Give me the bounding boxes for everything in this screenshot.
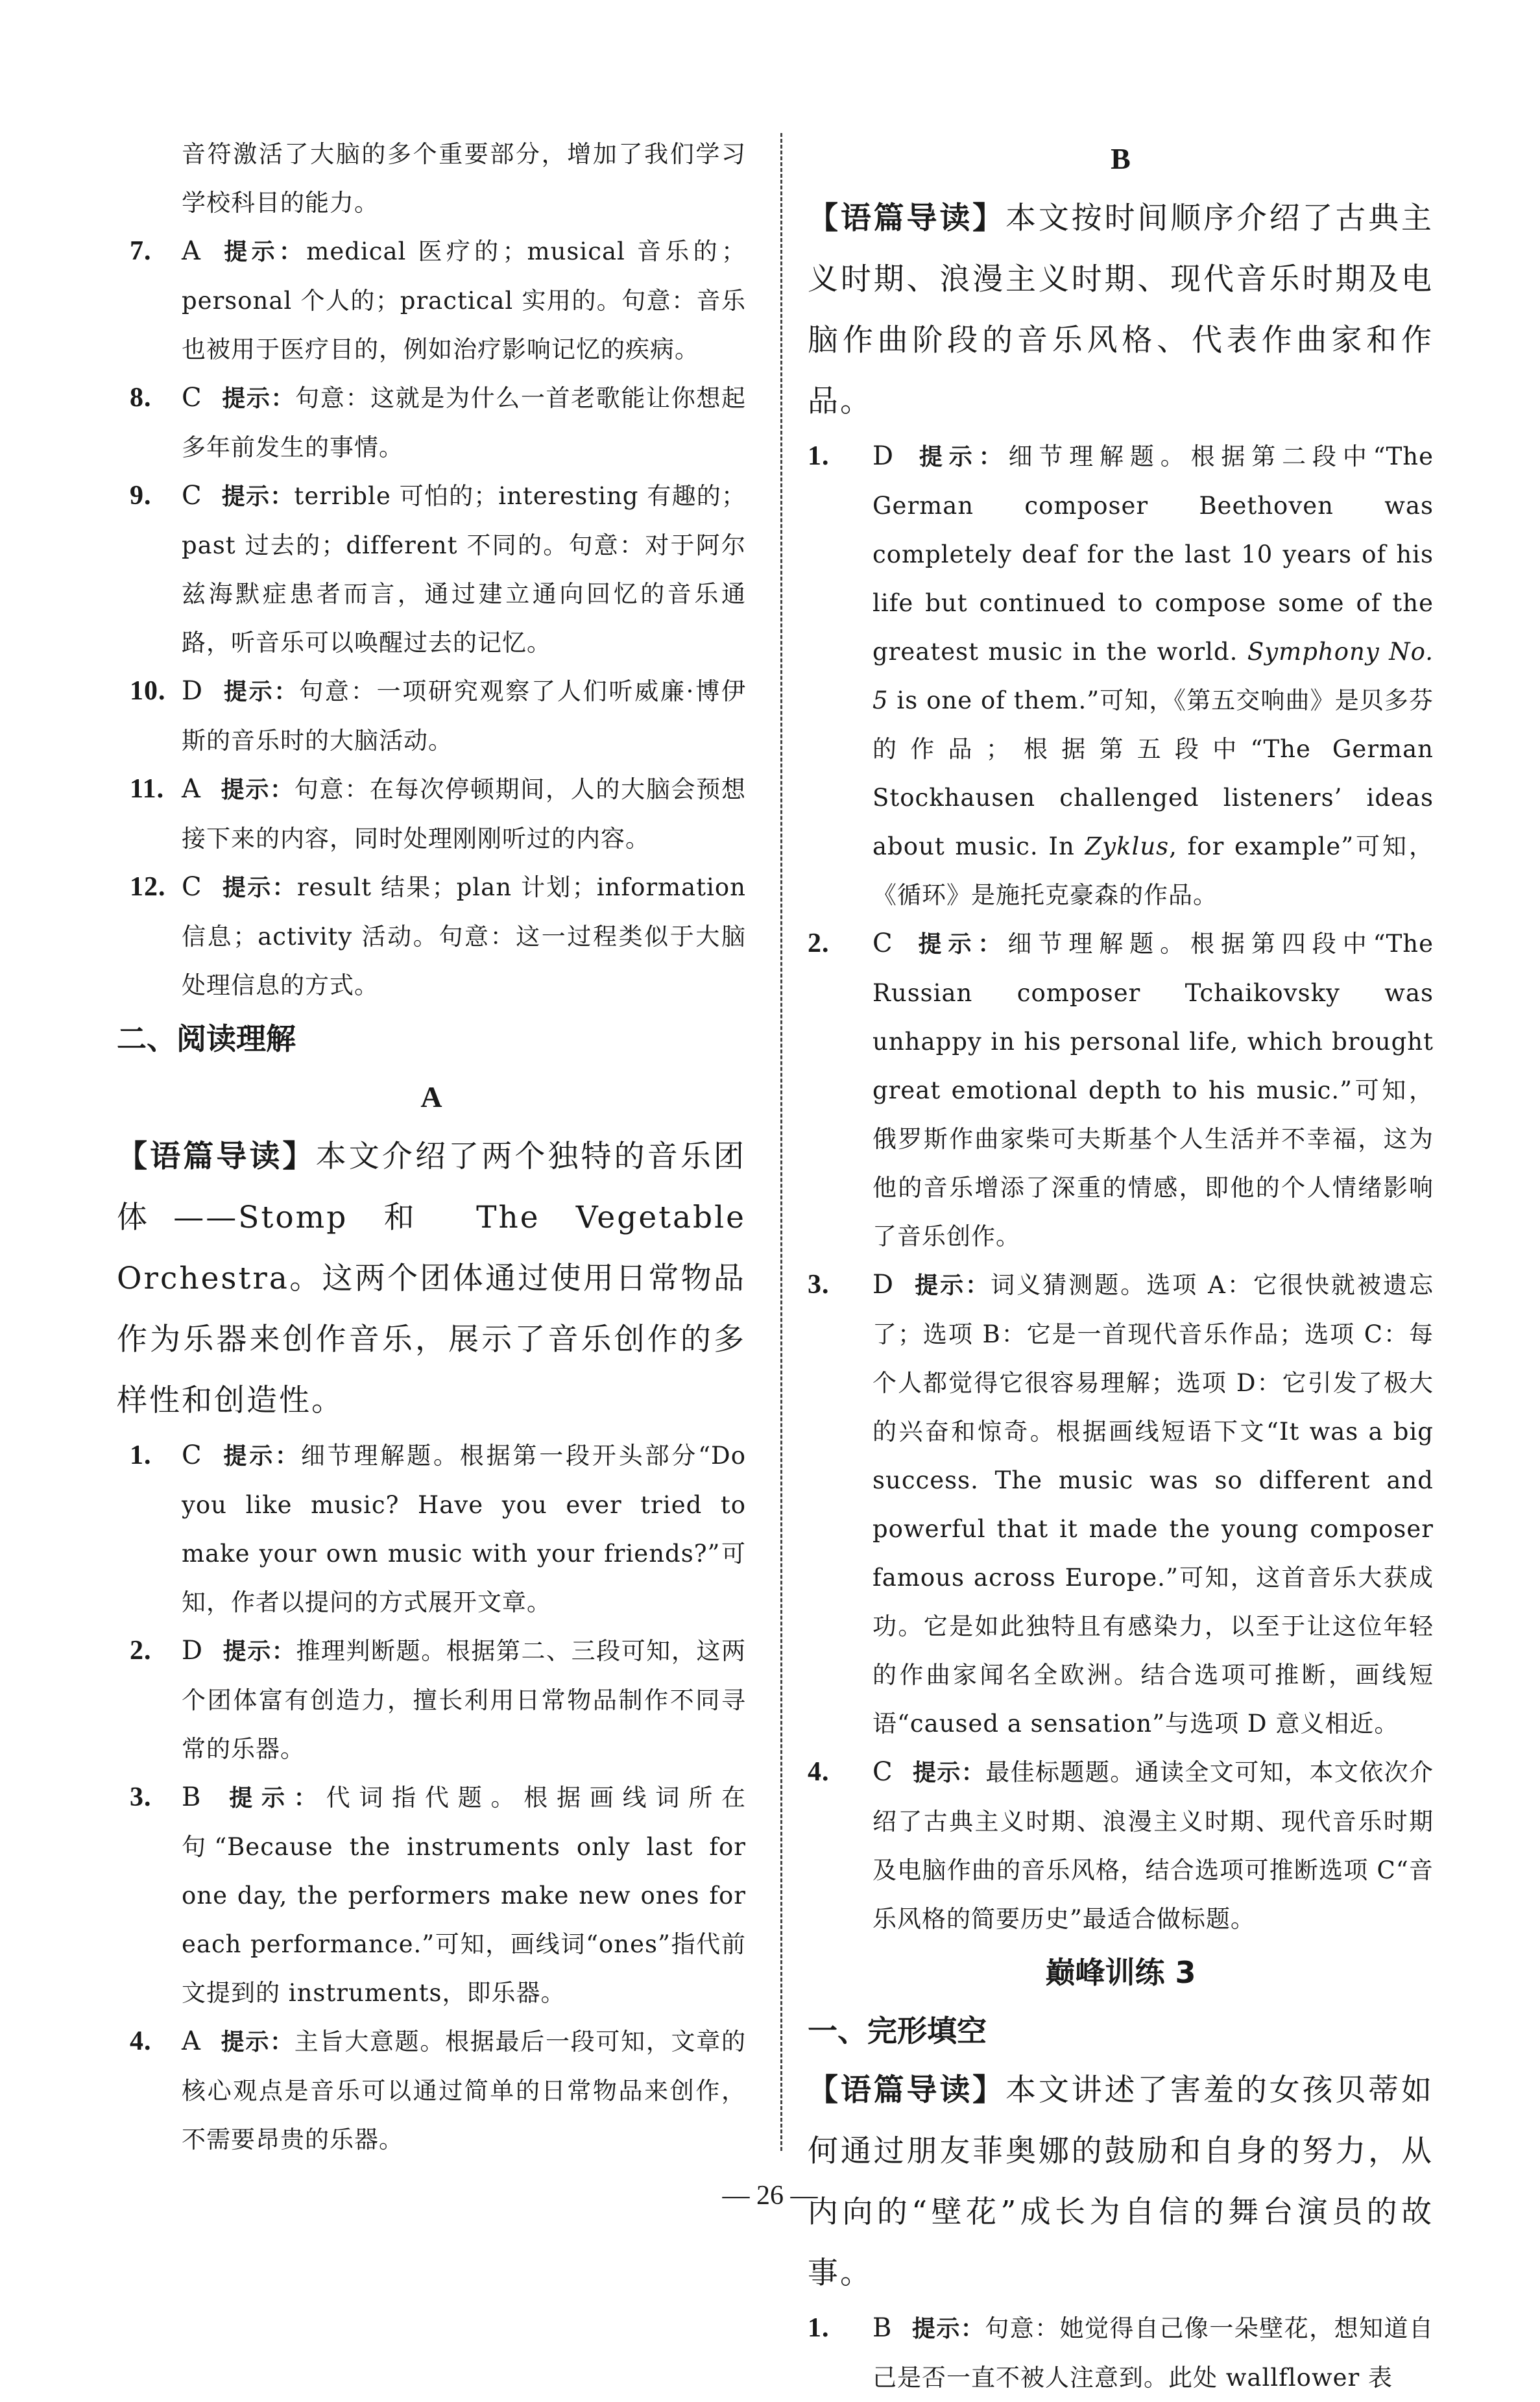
answer-item: 1. B 提示：句意：她觉得自己像一朵壁花，想知道自己是否一直不被人注意到。此处 wallflower 表 <box>808 2313 1434 2392</box>
passage-b-heading: B <box>1111 142 1131 175</box>
answers-group-top <box>117 227 746 1010</box>
answer-item: 2. C 提示：细节理解题。根据第四段中“The Russian composer Tchaikovsky was unhappy in his personal life, which brought great emotional depth to his music.”可知，俄罗斯作曲家柴可夫斯基个人生活并不幸福，这为他的音乐增添了深重的情感，即他的个人情绪影响了音乐创作。 <box>808 928 1434 1250</box>
answer-item: 3. D 提示：词义猜测题。选项 A：它很快就被遗忘了；选项 B：它是一首现代音乐作品；选项 C：每个人都觉得它很容易理解；选项 D：它引发了极大的兴奋和惊奇。根据画线短语下文“It was a big success. The music was so different and powerful that it made the young composer famous across Europe.”可知，这首音乐大获成功。它是如此独特且有感染力，以至于让这位年轻的作曲家闻名全欧洲。结合选项可推断，画线短语“caused a sensation”与选项 D 意义相近。 <box>808 1270 1434 1738</box>
answer-item: 11. A 提示：句意：在每次停顿期间，人的大脑会预想接下来的内容，同时处理刚刚听过的内容。 <box>130 774 746 853</box>
section-heading-cloze: 一、完形填空 <box>808 2013 987 2048</box>
answer-item: 1. D 提示：细节理解题。根据第二段中“The German composer Beethoven was completely deaf for the last 10 years of his life but continued to compose some of the greatest music in the world. Symphony No. 5 is one of them.”可知，《第五交响曲》是贝多芬的作品；根据第五段中“The German Stockhausen challenged listeners’ ideas about music. In Zyklus, for example”可知，《循环》是施托克豪森的作品。 <box>808 441 1434 909</box>
answer-item: 7. A 提示：medical 医疗的；musical 音乐的；personal 个人的；practical 实用的。句意：音乐也被用于医疗目的，例如治疗影响记忆的疾病。 <box>130 236 746 363</box>
training-heading: 巅峰训练 3 <box>1045 1955 1196 1990</box>
answer-item: 10. D 提示：句意：一项研究观察了人们听威廉·博伊斯的音乐时的大脑活动。 <box>130 676 746 755</box>
passage-a-heading: A <box>420 1080 442 1113</box>
answer-item: 12. C 提示：result 结果；plan 计划；information 信息；activity 活动。句意：这一过程类似于大脑处理信息的方式。 <box>130 872 746 999</box>
right-column <box>808 130 1434 2402</box>
column-divider <box>780 133 782 2151</box>
section-heading-reading: 二、阅读理解 <box>117 1021 296 1056</box>
answers-group-cloze <box>808 2304 1434 2402</box>
answer-item: 1. C 提示：细节理解题。根据第一段开头部分“Do you like music? Have you ever tried to make your own music with your friends?”可知，作者以提问的方式展开文章。 <box>130 1440 746 1616</box>
left-column <box>117 130 746 2164</box>
cloze-guide: 【语篇导读】本文讲述了害羞的女孩贝蒂如何通过朋友菲奥娜的鼓励和自身的努力，从内向的“壁花”成长为自信的舞台演员的故事。 <box>808 2072 1434 2291</box>
answer-item: 4. C 提示：最佳标题题。通读全文可知，本文依次介绍了古典主义时期、浪漫主义时期、现代音乐时期及电脑作曲的音乐风格，结合选项可推断选项 C“音乐风格的简要历史”最适合做标题。 <box>808 1757 1434 1933</box>
answers-group-a <box>117 1431 746 2164</box>
answer-item: 4. A 提示：主旨大意题。根据最后一段可知，文章的核心观点是音乐可以通过简单的日常物品来创作，不需要昂贵的乐器。 <box>130 2026 746 2153</box>
page-number: — 26 — <box>722 2181 818 2211</box>
answer-item: 2. D 提示：推理判断题。根据第二、三段可知，这两个团体富有创造力，擅长利用日常物品制作不同寻常的乐器。 <box>130 1636 746 1763</box>
answer-item: 3. B 提示：代词指代题。根据画线词所在句“Because the instruments only last for one day, the performers make new ones for each performance.”可知，画线词“ones”指代前文提到的 instruments，即乐器。 <box>130 1782 746 2007</box>
answer-item: 9. C 提示：terrible 可怕的；interesting 有趣的；past 过去的；different 不同的。句意：对于阿尔兹海默症患者而言，通过建立通向回忆的音乐通路，听音乐可以唤醒过去的记忆。 <box>130 481 746 657</box>
continued-text: 音符激活了大脑的多个重要部分，增加了我们学习学校科目的能力。 <box>182 140 746 217</box>
passage-a-guide: 【语篇导读】本文介绍了两个独特的音乐团体——Stomp 和 The Vegetable Orchestra。这两个团体通过使用日常物品作为乐器来创作音乐，展示了音乐创作的多样性和创造性。 <box>117 1139 747 1418</box>
answer-item: 8. C 提示：句意：这就是为什么一首老歌能让你想起多年前发生的事情。 <box>130 383 746 461</box>
answers-group-b <box>808 432 1434 1943</box>
passage-b-guide: 【语篇导读】本文按时间顺序介绍了古典主义时期、浪漫主义时期、现代音乐时期及电脑作曲阶段的音乐风格、代表作曲家和作品。 <box>808 200 1434 419</box>
